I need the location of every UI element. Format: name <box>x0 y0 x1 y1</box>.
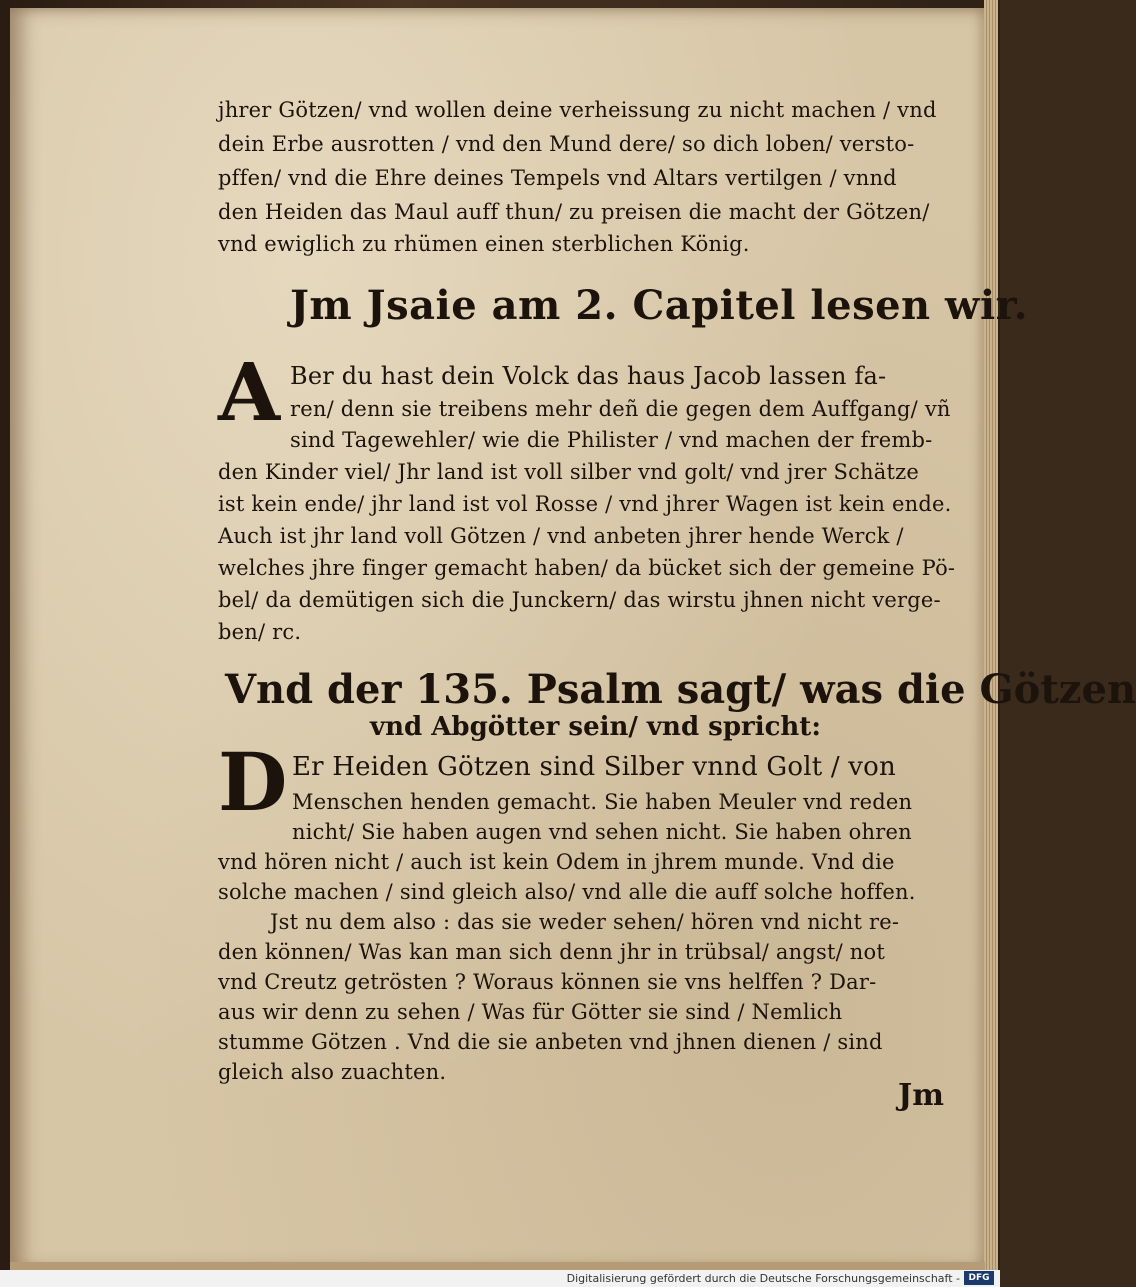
text-line: pffen/ vnd die Ehre deines Tempels vnd Altars vertilgen / vnnd <box>218 166 897 190</box>
book-page <box>10 8 985 1270</box>
text-line: welches jhre finger gemacht haben/ da bücket sich der gemeine Pö- <box>218 556 956 580</box>
text-line: den können/ Was kan man sich denn jhr in trübsal/ angst/ not <box>218 940 885 964</box>
text-line: ist kein ende/ jhr land ist vol Rosse / vnd jhrer Wagen ist kein ende. <box>218 492 952 516</box>
text-line: jhrer Götzen/ vnd wollen deine verheissung zu nicht machen / vnd <box>218 98 937 122</box>
dfg-logo-icon: DFG <box>964 1271 994 1285</box>
text-line: ben/ rc. <box>218 620 302 644</box>
text-line: sind Tagewehler/ wie die Philister / vnd machen der fremb- <box>290 428 933 452</box>
section-heading: Vnd der 135. Psalm sagt/ was die Götzen <box>225 666 1136 713</box>
catchword: Jm <box>898 1078 944 1113</box>
drop-initial: D <box>218 735 288 829</box>
text-line: aus wir denn zu sehen / Was für Götter sie sind / Nemlich <box>218 1000 843 1024</box>
text-line: ren/ denn sie treibens mehr deñ die gegen dem Auffgang/ vñ <box>290 397 951 421</box>
text-line: bel/ da demütigen sich die Junckern/ das wirstu jhnen nicht verge- <box>218 588 941 612</box>
footer-credit: Digitalisierung gefördert durch die Deutsche Forschungsgemeinschaft - <box>566 1272 960 1285</box>
text-line: dein Erbe ausrotten / vnd den Mund dere/ so dich loben/ versto- <box>218 132 915 156</box>
text-line: Ber du hast dein Volck das haus Jacob lassen fa- <box>290 362 887 390</box>
text-line: Jst nu dem also : das sie weder sehen/ hören vnd nicht re- <box>270 910 900 934</box>
text-line: solche machen / sind gleich also/ vnd alle die auff solche hoffen. <box>218 880 916 904</box>
text-line: stumme Götzen . Vnd die sie anbeten vnd jhnen dienen / sind <box>218 1030 883 1054</box>
section-heading: Jm Jsaie am 2. Capitel lesen wir. <box>290 282 1029 329</box>
drop-initial: A <box>218 345 281 439</box>
text-line: vnd Creutz getrösten ? Woraus können sie vns helffen ? Dar- <box>218 970 877 994</box>
text-line: nicht/ Sie haben augen vnd sehen nicht. Sie haben ohren <box>292 820 912 844</box>
page-edge-stack <box>984 0 998 1287</box>
text-line: Er Heiden Götzen sind Silber vnnd Golt / von <box>292 752 896 782</box>
text-line: Menschen henden gemacht. Sie haben Meuler vnd reden <box>292 790 913 814</box>
text-line: gleich also zuachten. <box>218 1060 447 1084</box>
section-subheading: vnd Abgötter sein/ vnd spricht: <box>370 712 821 742</box>
text-line: den Kinder viel/ Jhr land ist voll silber vnd golt/ vnd jrer Schätze <box>218 460 920 484</box>
text-line: Auch ist jhr land voll Götzen / vnd anbeten jhrer hende Werck / <box>218 524 904 548</box>
text-line: vnd ewiglich zu rhümen einen sterblichen König. <box>218 232 750 256</box>
text-line: den Heiden das Maul auff thun/ zu preisen die macht der Götzen/ <box>218 200 930 224</box>
text-line: vnd hören nicht / auch ist kein Odem in jhrem munde. Vnd die <box>218 850 895 874</box>
